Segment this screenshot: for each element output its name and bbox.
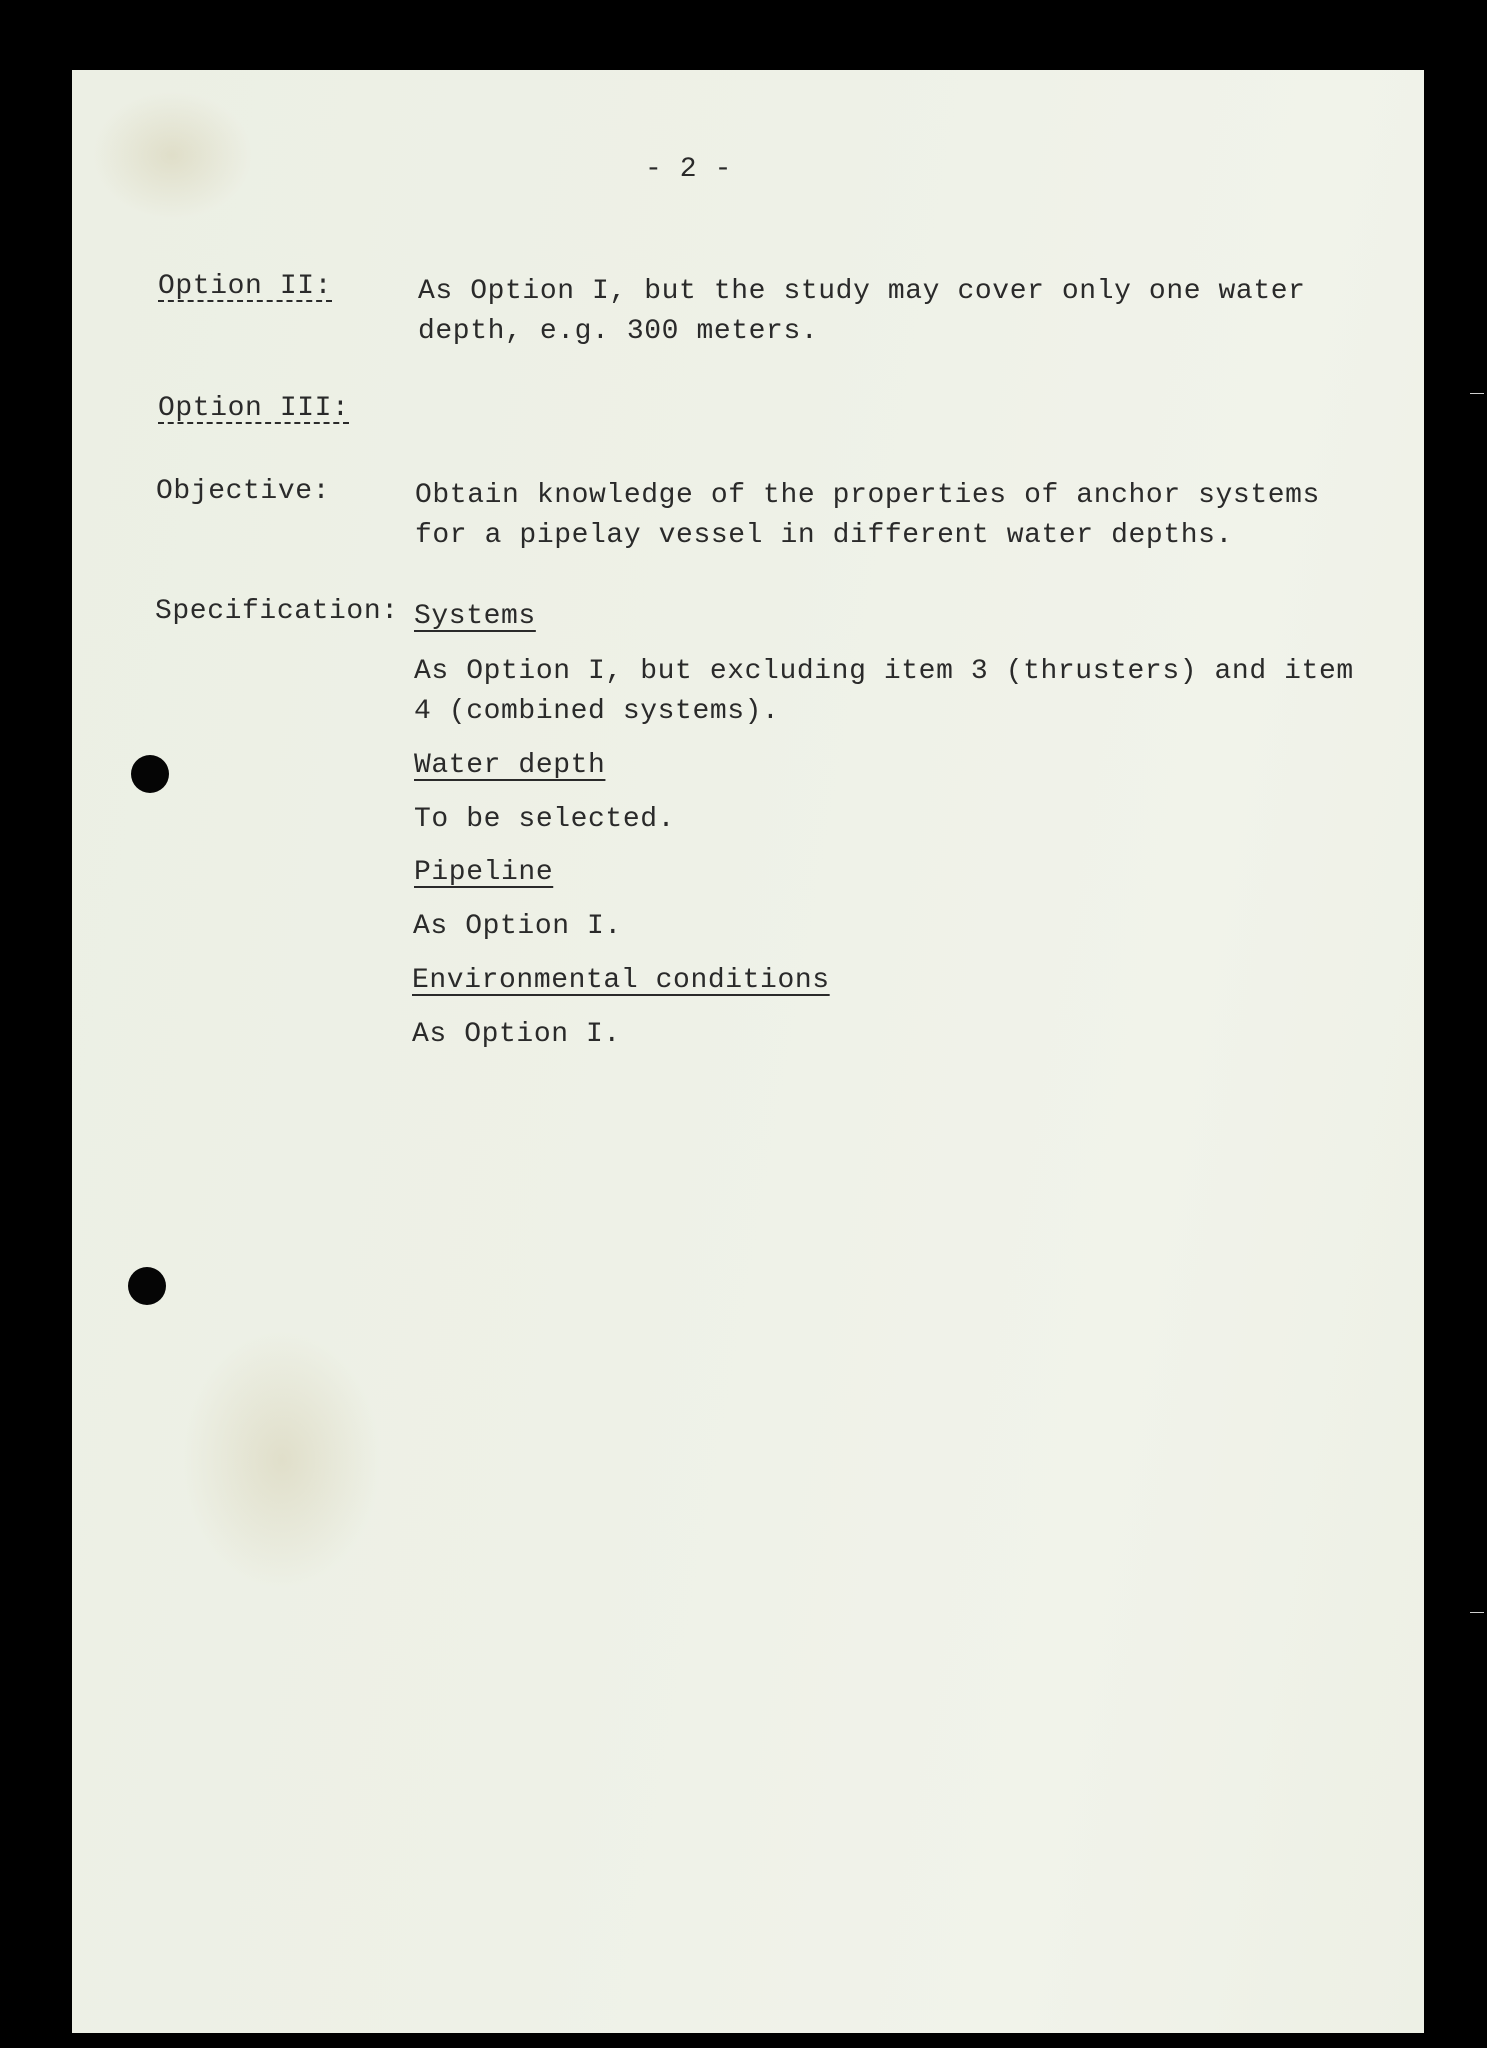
punch-hole-lower <box>128 1267 166 1305</box>
water-depth-text: To be selected. <box>414 804 676 835</box>
systems-text-line2: 4 (combined systems). <box>414 696 780 727</box>
option-iii-label: Option III: <box>158 393 350 424</box>
edge-mark <box>1470 1612 1484 1613</box>
punch-hole-upper <box>131 755 169 793</box>
environmental-conditions-text: As Option I. <box>412 1019 621 1050</box>
option-ii-label: Option II: <box>158 271 333 302</box>
paper-stain-middle <box>182 1330 382 1590</box>
systems-text-line1: As Option I, but excluding item 3 (thrusters) and item <box>414 656 1354 687</box>
specification-label: Specification: <box>155 596 399 627</box>
document-page <box>72 70 1424 2033</box>
option-ii-text-line1: As Option I, but the study may cover only one water <box>418 276 1306 307</box>
option-ii-text-line2: depth, e.g. 300 meters. <box>418 316 819 347</box>
pipeline-text: As Option I. <box>413 911 622 942</box>
objective-text-line1: Obtain knowledge of the properties of anchor systems <box>415 480 1320 511</box>
pipeline-heading: Pipeline <box>414 857 554 888</box>
edge-mark <box>1470 393 1484 394</box>
objective-text-line2: for a pipelay vessel in different water depths. <box>415 520 1233 551</box>
objective-label: Objective: <box>156 476 331 507</box>
paper-stain-top <box>92 90 252 220</box>
page-number: - 2 - <box>645 154 733 185</box>
systems-heading: Systems <box>414 601 536 632</box>
water-depth-heading: Water depth <box>414 750 606 781</box>
environmental-conditions-heading: Environmental conditions <box>412 965 830 996</box>
